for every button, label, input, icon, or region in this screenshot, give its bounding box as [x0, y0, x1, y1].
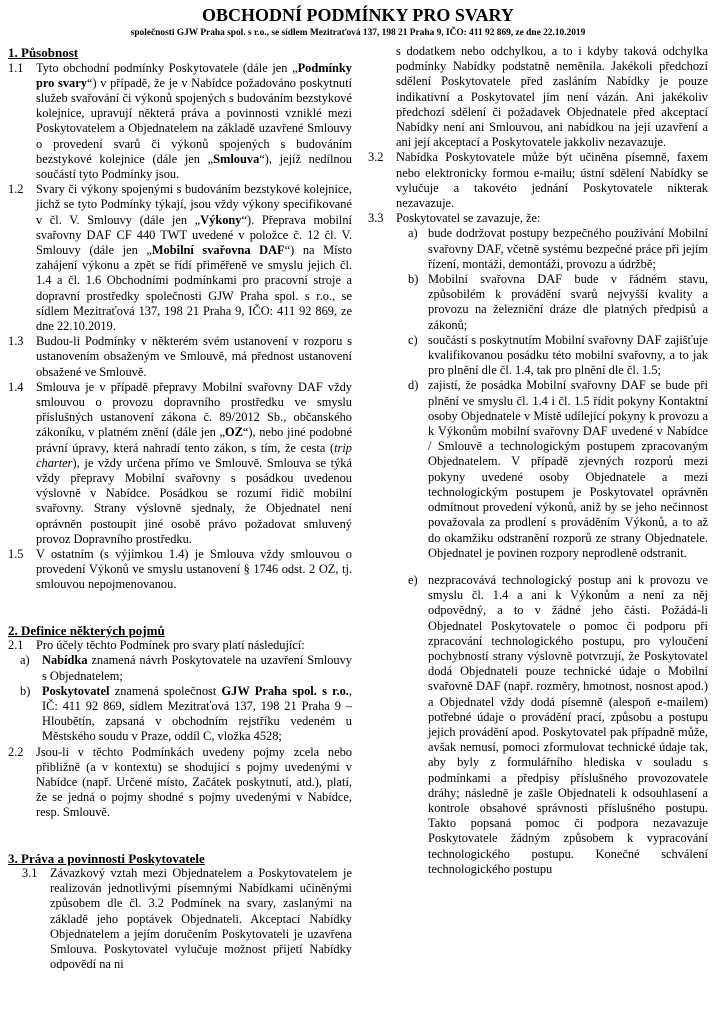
clause-number: 1.3 [8, 334, 24, 349]
text-span: , IČ: 411 92 869, sídlem Mezitraťová 137, 198 21 Praha 9 – Hloubětín, zapsaná v obchodním rejstříku vedeném u Městského soudu v Praze, oddíl C, vložka 4528; [42, 683, 352, 744]
clause-1-4 [8, 380, 352, 547]
document-title: OBCHODNÍ PODMÍNKY PRO SVARY [202, 5, 514, 25]
clause-number: 1.4 [8, 379, 24, 394]
text-span: Smlouva je v případě přepravy Mobilní svařovny DAF vždy smlouvou o provozu dopravního prostředku ve smyslu příslušných ustanovení zákona č. 89/2012 Sb., občanského zákoníku, v platném znění (dále jen „ [36, 379, 352, 440]
section-1-heading: 1. Působnost [8, 45, 79, 60]
item-text: nezpracovává technologický postup ani k provozu ve smyslu čl. 1.4 a ani k Výkonům a není za něj odpovědný, a to v žádné jeho části. Požádá-li Objednatel Poskytovatele o pomoc či podporu při zpracování technologického postupu, pro vyloučení pochybností strany výslovně potvrzují, že Poskytovatel dodá Objednateli pouze technické údaje o Mobilní svařovně DAF (např. rozměry, hmotnost, nosnost apod.) a Objednatel vždy dodá písemně (alespoň e-mailem) potřebné údaje o provádění prací, způsobu a postupu jejich provádění apod. Poskytovatel pak případně může, avšak nemusí, pomoci zformulovat technické údaje tak, aby byly z formulářního hlediska v souladu s podmínkami a předpisy příslušného provozovatele dráhy; následně je zašle Objednateli k odsouhlasení a kontrole obsahové správnosti příslušného postupu. Takto popsaná pomoc či podpora nezavazuje Poskytovatele žádným způsobem k vypracování technologického postupu. Konečné schválení technologického postupu [428, 572, 708, 876]
clause-2-2 [8, 745, 352, 821]
item-text: zajistí, že posádka Mobilní svařovny DAF se bude při plnění ve smyslu čl. 1.4 i čl. 1.5 řídit pokyny Kontaktní osoby Objednatele v Místě udílející pokyny k provozu a k Výkonům mobilní svařovny DAF uvedené v Nabídce / Smlouvě a technologickým postupem zpracovaným Objednatelem. V případě zjevných rozporů mezi pokyny uvedené osoby Objednatele a mezi technologickým postupem je Poskytovatel oprávněn odmítnout provedení výkonů, aniž by se jeho nečinnost považovala za prodlení s prováděním Výkonů, a to až do okamžiku odstranění rozporů ze strany Objednatele. Objednatel je povinen rozpory neprodleně odstranit. [428, 378, 708, 560]
clause-number: 1.1 [8, 60, 24, 75]
clause-text: Pro účely těchto Podmínek pro svary platí následující: [36, 638, 305, 653]
item-letter: b) [408, 272, 419, 287]
clause-number: 1.2 [8, 182, 24, 197]
clause-1-2 [8, 182, 352, 334]
clause-1-5 [8, 547, 352, 593]
text-span: znamená společnost [109, 683, 222, 698]
item-text: Mobilní svařovna DAF bude v řádném stavu, způsobilém k provádění svarů nejvyšší kvality a provozu na železniční dráze dle platných předpisů a zákonů; [428, 272, 708, 332]
clause-number: 2.2 [8, 744, 24, 759]
clause-text [36, 380, 352, 547]
section-3-heading: 3. Práva a povinnosti Poskytovatele [8, 850, 205, 866]
text-span: “) v případě, že je v Nabídce požadováno poskytnutí služeb svařování či výkonů spojených s budováním bezstykové kolejnice, upravují některá práva a povinnosti vzniklé mezi Poskytovatelem a Objednatelem na základě uzavřené Smlouvy o provedení svarů či výkonů spojených s budováním bezstykové kolejnice (dále jen „ [36, 75, 352, 166]
defined-term: Výkony [200, 212, 242, 227]
clause-number: 3.2 [368, 150, 384, 165]
clause-1-1 [8, 61, 352, 183]
item-text: součástí s poskytnutím Mobilní svařovny DAF zajišťuje kvalifikovanou posádku této mobilní svařovny, a to jak pro plnění dle čl. 1.4, tak pro plnění dle čl. 1.5; [428, 332, 708, 378]
section-2-heading: 2. Definice některých pojmů [8, 622, 165, 638]
right-column [368, 44, 708, 877]
clause-text: V ostatním (s výjimkou 1.4) je Smlouva vždy smlouvou o provedení Výkonů ve smyslu ustanovení § 1746 odst. 2 OZ, tj. smlouvou nepojmenovanou. [36, 547, 352, 592]
item-text [38, 684, 352, 745]
clause-text: Poskytovatel se zavazuje, že: [396, 211, 541, 226]
text-span: “) na Místo zahájení výkonu a zpět se řídí přiměřeně ve smyslu jejich čl. 1.4 a čl. 1.6 Obchodními podmínkami pro pracovní stroje a dopravní prostředky společnosti GJW Praha spol. s r.o., se sídlem Mezitraťová 137, 198 21 Praha 9, IČO: 411 92 869, ze dne 22.10.2019. [36, 242, 352, 333]
text-span: “), jejíž nedílnou součástí tyto Podmínky jsou. [36, 151, 352, 181]
clause-3-3-d [368, 378, 708, 560]
text-span: znamená návrh Poskytovatele na uzavření Smlouvy s Objednatelem; [42, 653, 352, 683]
clause-text: Závazkový vztah mezi Objednatelem a Poskytovatelem je realizován jednotlivými písemnými Nabídkami učiněnými způsobem dle čl. 3.2 Podmínek na svary, zaslanými na základě jeho poptávek Objednateli. Akceptací Nabídky Objednatelem a jejím doručením Poskytovateli je uzavřena Smlouva. Poskytovatel vylučuje možnost přijetí Nabídky odpovědí na ni [50, 866, 352, 972]
clause-3-3-e [368, 573, 708, 877]
clause-3-2 [368, 150, 708, 211]
clause-1-3 [8, 334, 352, 380]
defined-term: Poskytovatel [42, 683, 110, 698]
clause-text: Jsou-li v těchto Podmínkách uvedeny pojmy zcela nebo přibližně (a v kontextu) se shodující s pojmy uvedenými v Nabídce (např. Určené místo, Začátek poskytnutí, atd.), platí, že se jedná o pojmy shodné s pojmy uvedenými v Nabídce, resp. Smlouvě. [36, 744, 352, 820]
clause-3-3 [368, 211, 708, 226]
item-letter: c) [408, 332, 418, 347]
defined-term: Podmínky pro svary [36, 60, 352, 90]
text-span: “). Přeprava mobilní svařovny DAF CF 440 TWT uvedené v položce č. 12 čl. V. Smlouvy (dále jen „ [36, 212, 352, 257]
clause-number: 2.1 [8, 638, 24, 653]
item-letter: b) [20, 683, 31, 698]
clause-text: Nabídka Poskytovatele může být učiněna písemně, faxem nebo elektronicky formou e-mailu; ústní sdělení Nabídky se vylučuje a takovéto jednání Poskytovatele nikterak nezavazuje. [396, 150, 708, 211]
item-text [38, 653, 352, 683]
clause-2-1-a [8, 653, 352, 683]
item-letter: d) [408, 378, 419, 393]
item-text: bude dodržovat postupy bezpečného používání Mobilní svařovny DAF, včetně systému bezpečné práce při jejím řízení, montáži, demontáži, provozu a údržbě; [428, 226, 708, 271]
clause-3-3-c [368, 333, 708, 379]
clause-number: 1.5 [8, 547, 24, 561]
defined-term: Mobilní svařovna DAF [151, 242, 285, 257]
clause-text [36, 182, 352, 334]
defined-term: GJW Praha spol. s r.o. [221, 683, 349, 698]
item-letter: a) [20, 653, 30, 668]
spacer [368, 561, 708, 573]
clause-number: 3.1 [22, 866, 38, 881]
clause-number: 3.3 [368, 211, 384, 226]
clause-text [36, 61, 352, 183]
item-letter: e) [408, 572, 418, 587]
italic-term: trip charter [36, 440, 352, 470]
defined-term: Smlouva [213, 151, 260, 166]
text-span: Tyto obchodní podmínky Poskytovatele (dále jen „ [36, 60, 298, 75]
clause-2-1 [8, 638, 352, 653]
clause-3-3-b [368, 272, 708, 333]
defined-term: OZ [224, 425, 243, 440]
item-letter: a) [408, 226, 418, 241]
clause-3-3-a [368, 226, 708, 272]
clause-text: Budou-li Podmínky v některém svém ustanovení v rozporu s ustanovením obsaženým ve Smlouvě, má přednost ustanovení obsažené ve Smlouvě. [36, 334, 352, 379]
spacer [8, 593, 352, 623]
spacer [8, 821, 352, 851]
clause-3-1-continued: s dodatkem nebo odchylkou, a to i kdyby taková odchylka podmínky Nabídky podstatně neměnila. Jakékoli předchozí sdělení Poskytovatele před zasláním Nabídky je pouze indikativní a Poskytovatel jím není vázán. Ani jakékoliv předchozí sdělení či požadavek Objednatele před akceptací Nabídky není ani Smlouvou, ani nabídkou na její uzavření a ani její akceptací a Poskytovatele jakkoliv nezavazuje. [396, 44, 708, 150]
text-span: Svary či výkony spojenými s budováním bezstykové kolejnice, jichž se tyto Podmínky týkají, jsou vždy výkony specifikované v čl. V. Smlouvy (dále jen „ [36, 182, 352, 227]
clause-2-1-b [8, 684, 352, 745]
text-span: “), nebo jiné podobné právní úpravy, která nahradí tento zákon, s tím, že cesta ( [36, 425, 352, 455]
left-column [8, 45, 352, 972]
text-span: ), je vždy určena přímo ve Smlouvě. Smlouva se týká vždy přepravy Mobilní svařovny s posádkou uvedenou výslovně v Nabídce. Posádkou se rozumí řidič mobilní svařovny. Strany výslovně sjednaly, že Objednatel není oprávněn postoupit jiné osobě právo požadovat smluvený provoz Dopravního prostředku. [36, 455, 352, 546]
document-subtitle: společnosti GJW Praha spol. s r.o., se sídlem Mezitraťová 137, 198 21 Praha 9, IČO: 411 92 869, ze dne 22.10.2019 [130, 28, 586, 38]
clause-3-1 [8, 866, 352, 972]
defined-term: Nabídka [42, 653, 88, 668]
